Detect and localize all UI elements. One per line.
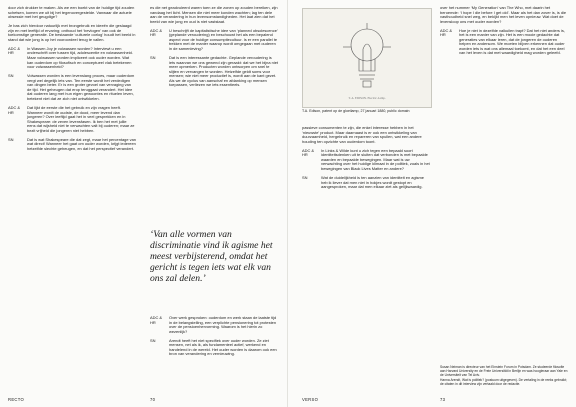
lightbulb-patent-figure (302, 8, 432, 108)
speaker-label: SN (302, 175, 308, 181)
speaker-turn: ADC & HR Hoe je niet in dezelfde valkuilen trapt? Dat het niet anders is, het is een manier van zijn. Het is een mooie gedachte dat generaties van elkaar leren, dat de jongeren de ouderen helpen en andersom. We moeten blijven erkennen dat ouder worden iets is wat ons allemaal toekomt, en dat het een deel van het leven is dat met waardigheid mag worden geleefd. (440, 27, 565, 56)
speaker-turn: SN Dat is wat Shakespeare die dat zegt, maar het percentage van wat direct! Wanneer het gaat om ouder worden, krijgt iedereen hetzelfde slechte geheugen, en dat het perspectief verandert. (8, 136, 136, 151)
speaker-label: ADC & HR (150, 316, 163, 325)
speaker-label: ADC & HR (440, 27, 453, 38)
paragraph: Je bas zich hierdoor natuurlijk met brongebruik en ideeën die geslaagd zijn en met leeftijd of ervaring; onthoud het ‘bevlogen’ van ook de toekomstige generatie. De bestaande ‘culturele oorlog’ houdt het beeld in stand dat wie jong is op het vooroordeel terug te vallen. (8, 23, 136, 42)
paragraph: over het nummer ‘My Generation’ van The Who, met daarin het beroemde: ‘I hope I die before I get old’. Maar als het dan zover is, is die vasthoudheid snel weg, en bekijkt men het leven opnieuw. Wat doet de levensloop ons met ouder worden? (440, 6, 567, 24)
footnote: Susan Neiman is directeur van het Einstein Forum in Potsdam. Ze studeerde filosofie aan Harvard University en de Freie Universität in Berlijn en was hoogleraar aan Yale en de Universiteit van Tel Aviv. (440, 365, 568, 377)
paragraph: passieve consumenten te zijn, die enkel interesse hebben in het ‘nieuwste’ product. Maar daarnaast is er ook een ontwikkeling van duurzaamheid, hergebruik en repareren van spullen, wat een andere houding ten opzichte van ouderdom toont. (302, 126, 422, 144)
figure-lettering: T. A. EDISON. Electric-Lamp. (348, 96, 386, 100)
speaker-turn: ADC & HR Over werk gesproken: ouderdom en werk staan de laatste tijd in de belangstelling, een verplichte pensionering tot protesten over de pensioenhervorming. Waarom is het hierin zo wezenlijk? (150, 316, 277, 334)
speaker-label: ADC & HR (150, 27, 163, 38)
left-column-2-bottom (150, 316, 278, 396)
speaker-label: ADC & HR (8, 105, 21, 115)
right-column-2 (440, 6, 568, 362)
left-column-2 (150, 6, 278, 222)
speaker-turn: SN Dat is een interessante gedachte. Geplande veroudering is iets waarvan we ons gewend zijn geraakt: dat we het bijna niet meer opmerken. Producten worden ontworpen om snel te slijten en vervangen te worden. Hetzelfde geldt soms voor mensen; wie niet meer productief is, wordt aan de kant gezet. Als we de cyclus van aanschaf en afdanking op mensen toepassen, verliezen we iets essentieels. (150, 55, 278, 88)
speaker-label: ADC & HR (8, 45, 21, 56)
speaker-turn: SN Volwassen worden is een levenslang proces, maar ouderdom vergt wel degelijk iets van. Ten eerste wordt het verdedigen van dingen beter. Er is een groter gevoel van vervaging van de tijd. Het geheugen dat erop teruggaat verandert. Het idee dat ouderen lang met hun eigen gewoontes en rituelen leven, betekent niet dat ze zich niet ontwikkelen. (8, 73, 135, 101)
running-footer: VERSO (302, 397, 319, 402)
figure-caption: T.A. Edison, patent op de gloeilamp, 27 januari 1880, public domain (302, 109, 410, 113)
lightbulb-illustration (303, 9, 431, 107)
page-number: 70 (150, 397, 156, 402)
paragraph: door zich drukker te maken. Als we een boekt van de huidige tijd zouden schetsen, komen we uit bij het tegenovergestelde. Vanwaar die actuele obsessie met het geugdige? (8, 6, 135, 20)
speaker-turn: ADC & HR Dat lijkt de eerste die het gebruik en zijn vragen heeft. Wanneer wordt de oudste, de dood, meer levend dan jongeren? Over leeftijd gaat het in veel gesprekken en in Shakespeare: de zeven levensfasen. Ik ben het met jullie eens dat wijsheid niet te verwachten valt bij ouderen; maar ze bezit vrijheid die jongeren niet hebben. (8, 105, 135, 133)
speaker-turn: SN Arendt heeft het niet specifiek over ouder worden. Ze ziet mensen, net als ik, als fundamenteel actief, werkend en handelend in de wereld. Het ouder worden is daarom ook een bron van verandering en vernieuwing. (150, 337, 277, 357)
speaker-label: SN (8, 73, 14, 79)
speaker-turn: SN Wat de duidelijkheid is ten aanzien van identiteit en agisme heb ik liever dat men niet in hokjes wordt gestopt en aangesproken, maar dat men elkaar ziet als gelijkwaardig. (302, 175, 424, 190)
right-column-1 (302, 126, 430, 396)
speaker-turn: ADC & HR U beschrijft de kapitalistische idee van ‘planned obsolescence’ (geplande veroudering) en beschouwt het als een bepalend aspect voor de huidige consumptiecultuur. Is er een parallel te trekken met de manier waarop wordt omgegaan met ouderen in de samenleving? (150, 27, 278, 51)
speaker-label: SN (150, 337, 156, 343)
footnote: Hanna Arendt, Wat is politiek? (postuum uitgegeven). De vertaling in de reeks gebruikt; de citaten in dit interview zijn vertaald door de redactie. (440, 378, 567, 387)
pull-quote: ‘Van alle vormen van discriminatie vind ik agisme het meest verbijsterend, omdat het gericht is tegen iets wat elk van ons zal delen.’ (150, 229, 273, 284)
paragraph: es die net geadvuleerd waren toen ze die zonen op zouden bereiken, zijn vandaag het licht. Mensen die niet meer konden wachten; lag ten dele aan de verandering in hun levensomstandigheden. Het laat zien dat het beeld van wie jong en oud is niet vaststaat. (150, 6, 278, 24)
footnotes (440, 366, 570, 389)
left-column-1 (8, 6, 136, 394)
running-footer: RECTO (8, 397, 25, 402)
speaker-turn: ADC & HR In Links & Wilde kunt u zich tegen een bepaald soort identiteitsdenken uit te sluiten dat verbonden is met bepaalde waarden en bepaalde bewegingen. Maar wat is uw verwachting over het huidige klimaat in de politiek, zoals in het bewegingen van Black Lives Matter en andere? (302, 147, 430, 171)
speaker-label: SN (8, 136, 14, 142)
speaker-label: ADC & HR (302, 147, 315, 158)
page-number: 73 (440, 397, 446, 402)
speaker-turn: ADC & HR In Wassen Joy je volwassen worden? Interviewt u een onderschrift over tussen tijd, adolescentie en volwassenheid. Maar volwassen worden impliceert ook ouder worden. Wat kan ouderdom op filosofisch en conceptueel vlak betekenen voor volwassenheid? (8, 45, 133, 70)
speaker-label: SN (150, 55, 156, 61)
